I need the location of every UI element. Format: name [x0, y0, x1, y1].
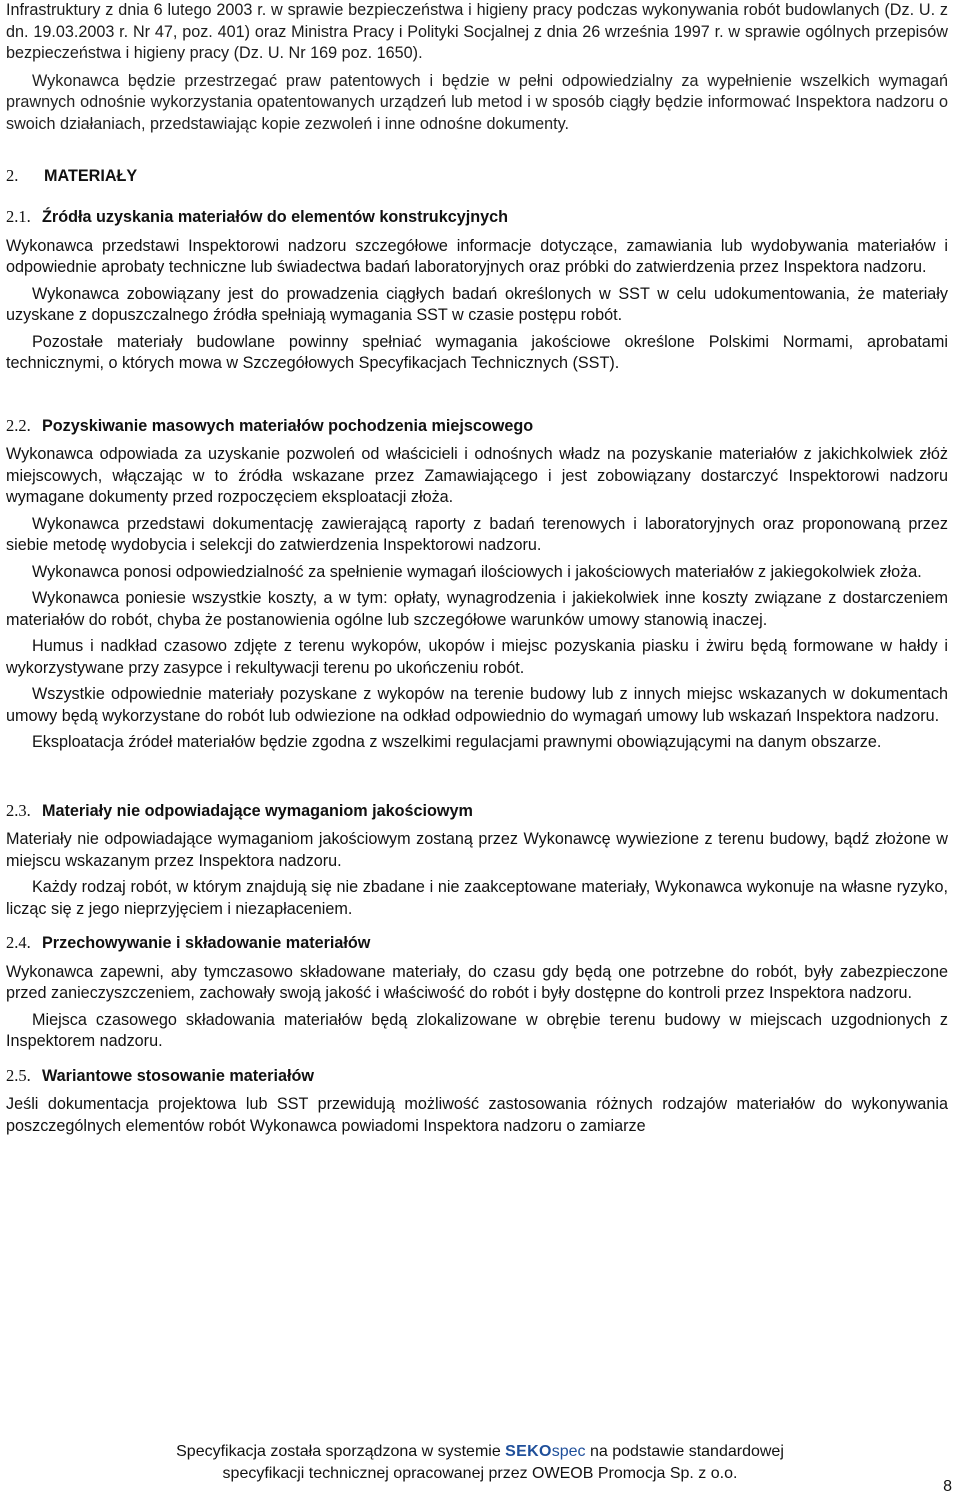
footer-line-1 — [0, 1441, 960, 1463]
footer-text: Specyfikacja została sporządzona w systemie — [176, 1443, 501, 1460]
paragraph: Wykonawca zapewni, aby tymczasowo składowane materiały, do czasu gdy będą one potrzebne do robót, były zabezpieczone przed zanieczyszczeniem, zachowały swoją jakość i właściwość do robót i były dostępne do kontroli przez Inspektora nadzoru. — [6, 962, 948, 1002]
intro-continuation-paragraph: Infrastruktury z dnia 6 lutego 2003 r. w sprawie bezpieczeństwa i higieny pracy podczas wykonywania robót budowlanych (Dz. U. z dn. 19.03.2003 r. Nr 47, poz. 401) oraz Ministra Pracy i Polityki Socjalnej z dnia 26 września 1997 r. w sprawie ogólnych przepisów bezpieczeństwa i higieny pracy (Dz. U. Nr 169 poz. 1650). — [6, 1, 948, 62]
paragraph: Wykonawca przedstawi dokumentację zawierającą raporty z badań terenowych i laboratoryjnych oraz proponowaną przez siebie metodę wydobycia i selekcji do zatwierdzenia Inspektorowi nadzoru. — [6, 514, 948, 554]
subsection-title: Materiały nie odpowiadające wymaganiom jakościowym — [42, 801, 473, 820]
logo-spec: spec — [551, 1443, 586, 1460]
footer-line-2: specyfikacji technicznej opracowanej przez OWEOB Promocja Sp. z o.o. — [222, 1464, 738, 1482]
subsection-number: 2.3. — [6, 800, 31, 820]
subsection-2-2-heading — [6, 415, 948, 438]
paragraph: Pozostałe materiały budowlane powinny spełniać wymagania jakościowe określone Polskimi Normami, aprobatami technicznymi, o których mowa w Szczegółowych Specyfikacjach Technicznych (SST). — [6, 332, 948, 372]
subsection-2-4-heading — [6, 932, 948, 955]
subsection-2-1-heading — [6, 206, 948, 229]
patents-paragraph: Wykonawca będzie przestrzegać praw patentowych i będzie w pełni odpowiedzialny za wypełnienie wszelkich wymagań prawnych odnośnie wykorzystania opatentowanych urządzeń lub metod i w sposób ciągły będzie informować Inspektora nadzoru o swoich działaniach, przedstawiając kopie zezwoleń i inne odnośne dokumenty. — [6, 71, 948, 133]
document-page — [6, 0, 948, 1137]
subsection-number: 2.1. — [6, 207, 31, 226]
section-2-heading — [6, 165, 948, 187]
paragraph: Materiały nie odpowiadające wymaganiom jakościowym zostaną przez Wykonawcę wywiezione z terenu budowy, bądź złożone w miejscu wskazanym przez Inspektora nadzoru. — [6, 830, 948, 870]
subsection-number: 2.4. — [6, 933, 31, 952]
paragraph: Jeśli dokumentacja projektowa lub SST przewidują możliwość zastosowania różnych rodzajów materiałów do wykonywania poszczególnych elementów robót Wykonawca powiadomi Inspektora nadzoru o zamiarze — [6, 1095, 948, 1135]
section-number: 2. — [6, 166, 19, 185]
paragraph: Wykonawca przedstawi Inspektorowi nadzoru szczegółowe informacje dotyczące, zamawiania lub wydobywania materiałów i odpowiednie aprobaty techniczne lub świadectwa badań laboratoryjnych oraz próbki do zatwierdzenia przez Inspektora nadzoru. — [6, 236, 948, 276]
paragraph: Wykonawca poniesie wszystkie koszty, a w tym: opłaty, wynagrodzenia i jakiekolwiek inne koszty związane z dostarczeniem materiałów do robót, chyba że postanowienia ogólne lub szczegółowe warunków umowy stanowią inaczej. — [6, 589, 948, 629]
paragraph: Eksploatacja źródeł materiałów będzie zgodna z wszelkimi regulacjami prawnymi obowiązującymi na danym obszarze. — [32, 733, 882, 751]
paragraph: Wykonawca ponosi odpowiedzialność za spełnienie wymagań ilościowych i jakościowych materiałów z jakiegokolwiek złoża. — [32, 562, 922, 581]
subsection-number: 2.2. — [6, 415, 31, 435]
logo-seko: SEKO — [505, 1443, 552, 1460]
subsection-2-3-heading — [6, 800, 948, 823]
section-title: MATERIAŁY — [44, 167, 138, 185]
subsection-title: Wariantowe stosowanie materiałów — [42, 1066, 314, 1085]
paragraph: Wykonawca odpowiada za uzyskanie pozwoleń od właścicieli i odnośnych władz na pozyskanie materiałów z jakichkolwiek złóż miejscowych, włączając w to źródła wskazane przez Zamawiającego i jest zobowiązany dostarczyć Inspektorowi nadzoru wymagane dokumenty przed rozpoczęciem eksploatacji złoża. — [6, 445, 948, 506]
subsection-title: Pozyskiwanie masowych materiałów pochodzenia miejscowego — [42, 416, 534, 435]
page-number: 8 — [943, 1478, 952, 1495]
paragraph: Każdy rodzaj robót, w którym znajdują się nie zbadane i nie zaakceptowane materiały, Wykonawca wykonuje na własne ryzyko, licząc się z jego nieprzyjęciem i niezapłaceniem. — [6, 878, 948, 918]
paragraph: Humus i nadkład czasowo zdjęte z terenu wykopów, ukopów i miejsc pozyskania piasku i żwiru będą formowane w hałdy i wykorzystywane przy zasypce i rekultywacji terenu po ukończeniu robót. — [6, 637, 948, 677]
seko-spec-logo — [505, 1443, 585, 1460]
subsection-number: 2.5. — [6, 1065, 31, 1085]
paragraph: Wykonawca zobowiązany jest do prowadzenia ciągłych badań określonych w SST w celu udokumentowania, że materiały uzyskane z dopuszczalnego źródła spełniają wymagania SST w czasie postępu robót. — [6, 284, 948, 324]
paragraph: Wszystkie odpowiednie materiały pozyskane z wykopów na terenie budowy lub z innych miejsc wskazanych w dokumentach umowy będą wykorzystane do robót lub odwiezione na odkład odpowiednio do wymagań umowy lub wskazań Inspektora nadzoru. — [6, 685, 948, 725]
paragraph: Miejsca czasowego składowania materiałów będą zlokalizowane w obrębie terenu budowy w miejscach uzgodnionych z Inspektorem nadzoru. — [6, 1010, 948, 1050]
subsection-2-5-heading — [6, 1065, 948, 1088]
page-footer — [0, 1441, 960, 1484]
subsection-title: Źródła uzyskania materiałów do elementów konstrukcyjnych — [42, 208, 508, 226]
subsection-title: Przechowywanie i składowanie materiałów — [42, 934, 371, 952]
footer-text: na podstawie standardowej — [589, 1443, 784, 1460]
